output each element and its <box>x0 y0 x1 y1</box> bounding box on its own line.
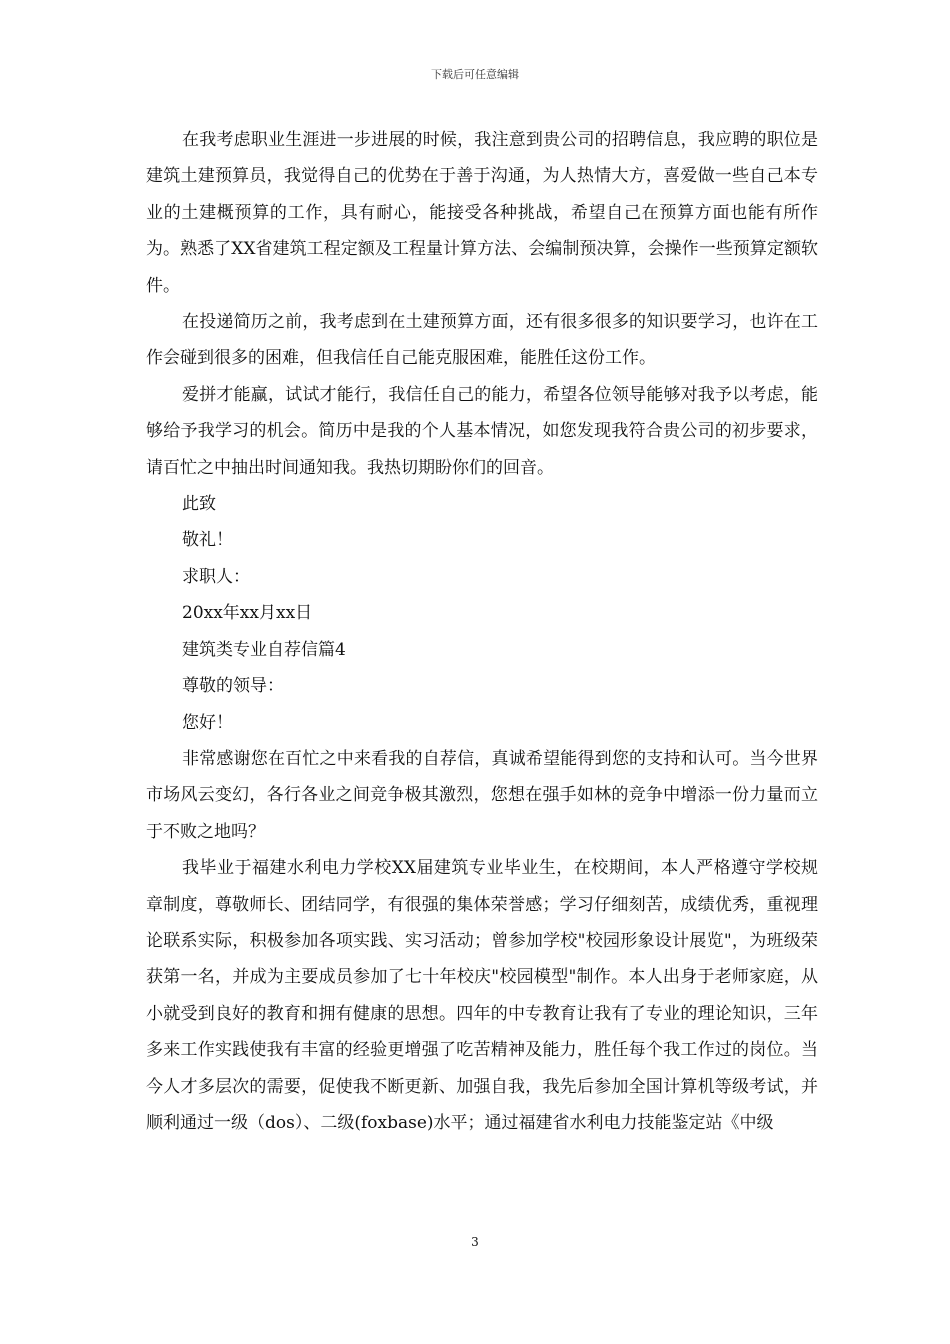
paragraph-career-interest: 在我考虑职业生涯进一步进展的时候，我注意到贵公司的招聘信息，我应聘的职位是建筑土建预算员，我觉得自己的优势在于善于沟通，为人热情大方，喜爱做一些自己本专业的土建概预算的工作，具有耐心，能接受各种挑战，希望自己在预算方面也能有所作为。熟悉了XX省建筑工程定额及工程量计算方法、会编制预决算，会操作一些预算定额软件。 <box>146 130 818 296</box>
greeting-hello: 您好！ <box>182 712 233 733</box>
paragraph-before-resume: 在投递简历之前，我考虑到在土建预算方面，还有很多很多的知识要学习，也许在工作会碰到很多的困难，但我信任自己能克服困难，能胜任这份工作。 <box>146 312 818 369</box>
paragraph-education: 我毕业于福建水利电力学校XX届建筑专业毕业生，在校期间，本人严格遵守学校规章制度，尊敬师长、团结同学，有很强的集体荣誉感；学习仔细刻苦，成绩优秀，重视理论联系实际，积极参加各项实践、实习活动；曾参加学校"校园形象设计展览"，为班级荣获第一名，并成为主要成员参加了七十年校庆"校园模型"制作。本人出身于老师家庭，从小就受到良好的教育和拥有健康的思想。四年的中专教育让我有了专业的理论知识，三年多来工作实践使我有丰富的经验更增强了吃苦精神及能力，胜任每个我工作过的岗位。当今人才多层次的需要，促使我不断更新、加强自我，我先后参加全国计算机等级考试，并顺利通过一级（dos）、二级(foxbase)水平；通过福建省水利电力技能鉴定站《中级 <box>146 858 818 1133</box>
letter-date: 20xx年xx月xx日 <box>182 603 313 624</box>
paragraph-closing-request: 爱拼才能赢，试试才能行，我信任自己的能力，希望各位领导能够对我予以考虑，能够给予我学习的机会。简历中是我的个人基本情况，如您发现我符合贵公司的初步要求，请百忙之中抽出时间通知我。我热切期盼你们的回音。 <box>146 384 818 478</box>
greeting-leader: 尊敬的领导： <box>182 676 284 697</box>
paragraph-thanks: 非常感谢您在百忙之中来看我的自荐信，真诚希望能得到您的支持和认可。当今世界市场风云变幻，各行各业之间竞争极其激烈，您想在强手如林的竞争中增添一份力量而立于不败之地吗？ <box>146 748 818 842</box>
download-note: 下载后可任意编辑 <box>431 68 519 81</box>
salutation-jingli: 敬礼！ <box>182 530 233 551</box>
page-number: 3 <box>471 1235 479 1249</box>
section-title: 建筑类专业自荐信篇4 <box>182 639 346 660</box>
document-body <box>146 122 818 1141</box>
applicant-label: 求职人： <box>182 566 250 587</box>
salutation-cizhi: 此致 <box>182 494 216 515</box>
